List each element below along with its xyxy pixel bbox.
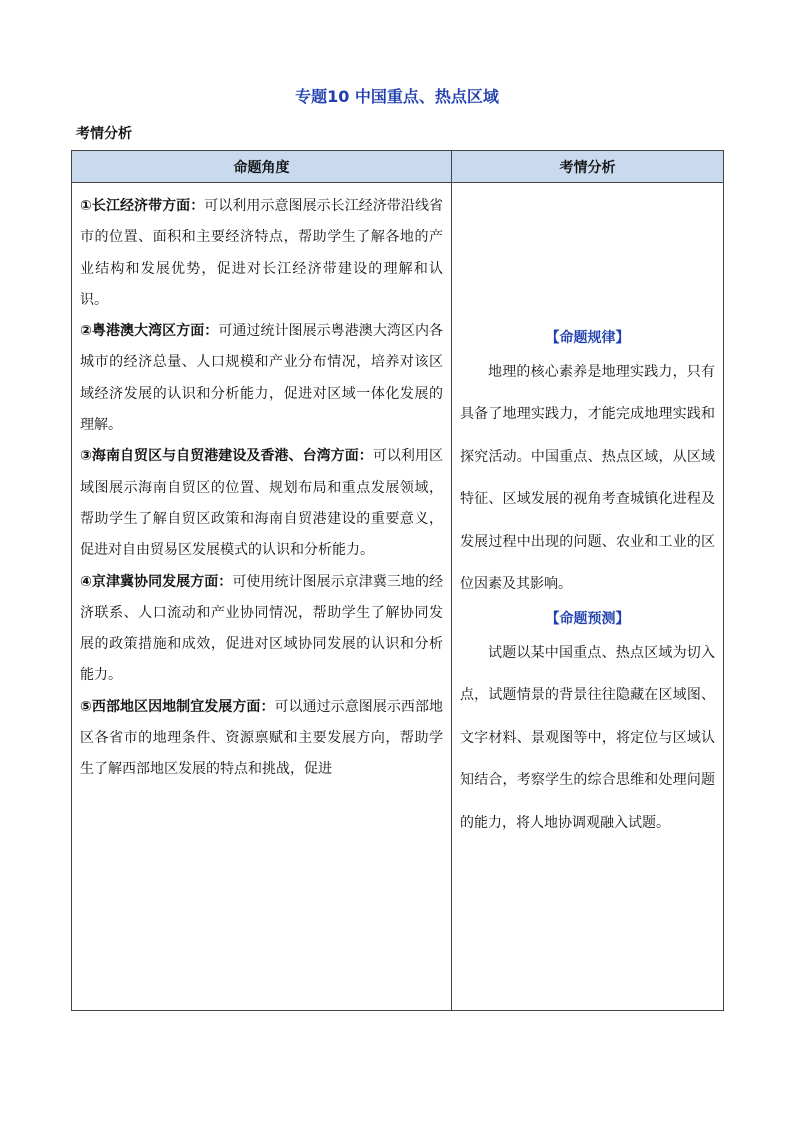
angle-list [80, 191, 443, 1009]
analysis-table [71, 150, 724, 1011]
angle-item-lead: ②粤港澳大湾区方面： [80, 323, 219, 340]
rule-paragraph: 地理的核心素养是地理实践力，只有具备了地理实践力，才能完成地理实践和探究活动。中国重点、热点区域，从区域特征、区域发展的视角考查城镇化进程及发展过程中出现的问题、农业和工业的区位因素及其影响。 [460, 363, 715, 593]
header-angle: 命题角度 [72, 151, 452, 183]
angle-cell [72, 183, 452, 1011]
angle-item-jingjinji [80, 567, 443, 692]
angle-item-text: 可以利用示意图展示长江经济带沿线省市的位置、面积和主要经济特点，帮助学生了解各地的产业结构和发展优势，促进对长江经济带建设的理解和认识。 [80, 198, 443, 308]
angle-item-lead: ③海南自贸区与自贸港建设及香港、台湾方面： [80, 448, 373, 465]
angle-item-text: 可以利用区域图展示海南自贸区的位置、规划布局和重点发展领域，帮助学生了解自贸区政策和海南自贸港建设的重要意义，促进对自由贸易区发展模式的认识和分析能力。 [80, 448, 443, 559]
section-label: 考情分析 [76, 126, 132, 142]
angle-item-text: 可使用统计图展示京津冀三地的经济联系、人口流动和产业协同情况，帮助学生了解协同发展的政策措施和成效，促进对区域协同发展的认识和分析能力。 [80, 573, 443, 684]
forecast-paragraph: 试题以某中国重点、热点区域为切入点，试题情景的背景往往隐藏在区域图、文字材料、景观图等中，将定位与区域认知结合，考察学生的综合思维和处理问题的能力，将人地协调观融入试题。 [460, 644, 715, 831]
angle-item-yangtze [80, 191, 443, 316]
angle-item-greater-bay [80, 316, 443, 441]
page-title: 专题10 中国重点、热点区域 [295, 87, 499, 106]
heading-rule: 【命题规律】 [545, 329, 630, 346]
table-row [72, 183, 724, 1011]
angle-item-lead: ⑤西部地区因地制宜发展方面： [80, 698, 275, 715]
angle-item-lead: ④京津冀协同发展方面： [80, 573, 233, 590]
angle-item-lead: ①长江经济带方面： [80, 198, 205, 214]
heading-forecast: 【命题预测】 [545, 610, 630, 627]
table-header-row [72, 151, 724, 183]
angle-item-text: 可通过统计图展示粤港澳大湾区内各城市的经济总量、人口规模和产业分布情况，培养对该区域经济发展的认识和分析能力，促进对区域一体化发展的理解。 [80, 323, 443, 434]
header-analysis: 考情分析 [452, 151, 724, 183]
angle-item-text: 可以通过示意图展示西部地区各省市的地理条件、资源禀赋和主要发展方向，帮助学生了解西部地区发展的特点和挑战，促进 [80, 698, 443, 778]
analysis-content [460, 325, 715, 845]
angle-item-western [80, 692, 443, 786]
analysis-cell [452, 183, 724, 1011]
angle-item-hainan [80, 441, 443, 566]
